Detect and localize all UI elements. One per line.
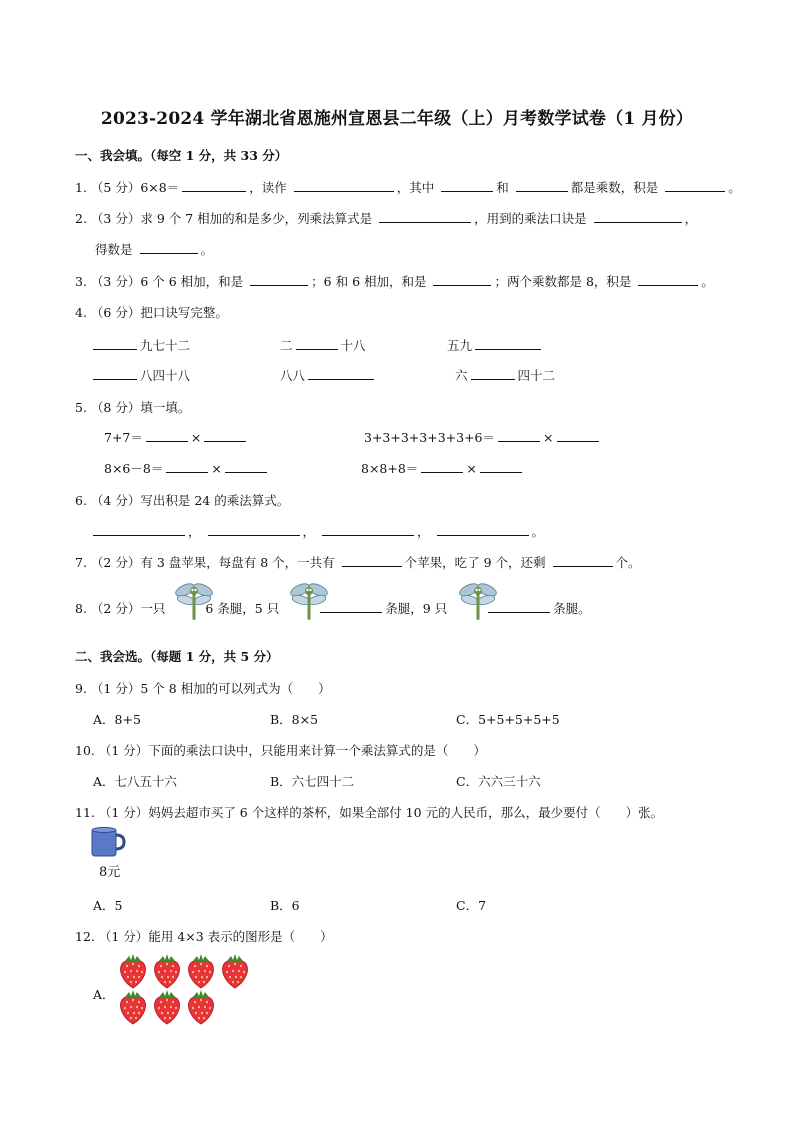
question-1 xyxy=(75,178,741,196)
q6-sep: ， xyxy=(188,524,201,539)
q-text: 有 3 盘苹果，每盘有 8 个，一共有 xyxy=(140,555,335,570)
q4-item xyxy=(447,336,544,354)
answer-blank[interactable] xyxy=(516,178,568,192)
q-text: ，其中 xyxy=(396,180,435,195)
q4-item xyxy=(280,366,377,384)
q4-text: 八四十八 xyxy=(140,368,191,383)
section-heading-fill: 一、我会填。（每空 1 分，共 33 分） xyxy=(75,148,288,163)
question-3 xyxy=(75,272,714,290)
q-number: 10. xyxy=(75,743,95,758)
q-text: 能用 4×3 表示的图形是（ ） xyxy=(148,929,333,944)
q4-text: 六 xyxy=(455,368,468,383)
dragonfly-icon xyxy=(459,580,499,624)
question-2-cont xyxy=(95,240,213,258)
q5-item xyxy=(104,428,249,446)
q-text: 写出积是 24 的乘法算式。 xyxy=(140,493,290,508)
q-points: （5 分） xyxy=(90,180,141,195)
answer-blank[interactable] xyxy=(93,336,137,350)
q5-text: × xyxy=(211,461,222,476)
q-number: 12. xyxy=(75,929,95,944)
cup-icon xyxy=(90,826,126,858)
question-12 xyxy=(75,927,333,945)
question-6 xyxy=(75,491,289,509)
option-b[interactable]: B．8×5 xyxy=(270,712,319,727)
q-text: 都是乘数，积是 xyxy=(570,180,659,195)
q5-text: 7+7＝ xyxy=(104,430,143,445)
q5-text: 8×8+8＝ xyxy=(361,461,419,476)
question-10 xyxy=(75,741,486,759)
q-text: 条腿。 xyxy=(553,601,591,616)
q4-text: 四十二 xyxy=(517,368,556,383)
answer-blank[interactable] xyxy=(294,178,394,192)
question-11 xyxy=(75,803,663,821)
q-text: ， xyxy=(684,211,698,226)
q-points: （4 分） xyxy=(90,493,141,508)
q-text: 。 xyxy=(701,274,714,289)
answer-blank[interactable] xyxy=(437,522,529,536)
answer-blank[interactable] xyxy=(208,522,300,536)
answer-blank[interactable] xyxy=(433,272,491,286)
dragonfly-icon xyxy=(175,580,215,624)
q-text: 。 xyxy=(728,180,741,195)
dragonfly-icon xyxy=(290,580,330,624)
q5-item xyxy=(364,428,602,446)
strawberry-icon xyxy=(185,988,217,1026)
question-8 xyxy=(75,599,591,617)
q-points: （2 分） xyxy=(90,555,141,570)
q-number: 11. xyxy=(75,805,95,820)
answer-blank[interactable] xyxy=(594,209,682,223)
q-text: ，用到的乘法口诀是 xyxy=(474,211,587,226)
q5-text: 3+3+3+3+3+3+6＝ xyxy=(364,430,496,445)
q-text: 下面的乘法口诀中，只能用来计算一个乘法算式的是（ ） xyxy=(148,743,486,758)
q4-text: 二 xyxy=(280,338,293,353)
q-number: 4. xyxy=(75,305,87,320)
option-b[interactable]: B．6 xyxy=(270,898,300,913)
answer-blank[interactable] xyxy=(498,428,540,442)
q-text: 6 个 6 相加，和是 xyxy=(140,274,244,289)
strawberry-icon xyxy=(117,952,149,990)
strawberry-icon xyxy=(151,952,183,990)
q6-end: 。 xyxy=(531,524,545,539)
q-text: ；两个乘数都是 8，积是 xyxy=(494,274,632,289)
q5-item xyxy=(361,459,525,477)
option-a[interactable]: A．8+5 xyxy=(93,712,141,727)
q-points: （6 分） xyxy=(90,305,141,320)
q-number: 2. xyxy=(75,211,87,226)
answer-blank[interactable] xyxy=(322,522,414,536)
option-c[interactable]: C．7 xyxy=(456,898,487,913)
q-text: 一只 xyxy=(140,601,166,616)
question-9 xyxy=(75,679,331,697)
q-text: ；6 和 6 相加，和是 xyxy=(311,274,427,289)
q4-text: 九七十二 xyxy=(140,338,191,353)
answer-blank[interactable] xyxy=(140,240,198,254)
question-7 xyxy=(75,553,641,571)
answer-blank[interactable] xyxy=(342,553,402,567)
answer-blank[interactable] xyxy=(166,459,208,473)
q5-text: × xyxy=(543,430,554,445)
answer-blank[interactable] xyxy=(665,178,725,192)
answer-blank[interactable] xyxy=(250,272,308,286)
answer-blank[interactable] xyxy=(182,178,246,192)
strawberry-icon xyxy=(117,988,149,1026)
answer-blank[interactable] xyxy=(93,522,185,536)
option-b[interactable]: B．六七四十二 xyxy=(270,774,355,789)
answer-blank[interactable] xyxy=(204,428,246,442)
question-5 xyxy=(75,398,190,416)
price-label: 8元 xyxy=(99,865,121,880)
answer-blank[interactable] xyxy=(296,336,338,350)
q-text: 填一填。 xyxy=(140,400,191,415)
q6-sep: ， xyxy=(417,524,430,539)
option-a[interactable]: A．5 xyxy=(93,898,123,913)
q-points: （8 分） xyxy=(90,400,141,415)
answer-blank[interactable] xyxy=(553,553,613,567)
q-number: 3. xyxy=(75,274,87,289)
answer-blank[interactable] xyxy=(471,366,515,380)
q-text: 6×8＝ xyxy=(140,180,180,195)
page-title: 2023-2024 学年湖北省恩施州宣恩县二年级（上）月考数学试卷（1 月份） xyxy=(100,109,694,129)
q6-sep: ， xyxy=(302,524,316,539)
q-number: 6. xyxy=(75,493,87,508)
q4-item xyxy=(90,366,190,384)
q-text: 条腿，9 只 xyxy=(385,601,448,616)
strawberry-icon xyxy=(219,952,251,990)
option-c[interactable]: C．六六三十六 xyxy=(456,774,541,789)
section-heading-choose: 二、我会选。（每题 1 分，共 5 分） xyxy=(75,649,279,664)
answer-blank[interactable] xyxy=(225,459,267,473)
q4-text: 八八 xyxy=(280,368,306,383)
answer-blank[interactable] xyxy=(93,366,137,380)
question-4 xyxy=(75,303,228,321)
q-number: 1. xyxy=(75,180,87,195)
q4-text: 十八 xyxy=(340,338,366,353)
q-text: 。 xyxy=(200,242,214,257)
q4-item xyxy=(455,366,555,384)
option-c[interactable]: C．5+5+5+5+5 xyxy=(456,712,560,727)
q-text: 求 9 个 7 相加的和是多少，列乘法算式是 xyxy=(140,211,373,226)
answer-blank[interactable] xyxy=(308,366,374,380)
q5-text: × xyxy=(466,461,477,476)
strawberry-icon xyxy=(151,988,183,1026)
q4-item xyxy=(280,336,366,354)
answer-blank[interactable] xyxy=(421,459,463,473)
q-points: （1 分） xyxy=(98,929,149,944)
option-a-label[interactable]: A． xyxy=(93,987,115,1002)
answer-blank[interactable] xyxy=(557,428,599,442)
q4-text: 五九 xyxy=(447,338,473,353)
option-a[interactable]: A．七八五十六 xyxy=(93,774,178,789)
q-number: 8. xyxy=(75,601,87,616)
q-text: 6 条腿，5 只 xyxy=(205,601,280,616)
answer-blank[interactable] xyxy=(475,336,541,350)
q-text: ，读作 xyxy=(249,180,287,195)
answer-blank[interactable] xyxy=(441,178,493,192)
q-number: 7. xyxy=(75,555,87,570)
q5-text: × xyxy=(190,430,202,445)
q6-blanks xyxy=(90,522,544,540)
q5-item xyxy=(104,459,270,477)
q-text: 把口诀写完整。 xyxy=(140,305,228,320)
q5-text: 8×6－8＝ xyxy=(104,461,164,476)
q-text: 得数是 xyxy=(95,242,133,257)
strawberry-icon xyxy=(185,952,217,990)
q-points: （3 分） xyxy=(90,211,141,226)
q-points: （1 分） xyxy=(98,743,149,758)
q4-item xyxy=(90,336,190,354)
answer-blank[interactable] xyxy=(146,428,188,442)
q-points: （3 分） xyxy=(90,274,141,289)
answer-blank[interactable] xyxy=(638,272,698,286)
q-text: 个。 xyxy=(615,555,641,570)
q-text: 5 个 8 相加的可以列式为（ ） xyxy=(140,681,331,696)
q-points: （1 分） xyxy=(98,805,149,820)
q-number: 5. xyxy=(75,400,87,415)
q-text: 个苹果，吃了 9 个，还剩 xyxy=(404,555,546,570)
answer-blank[interactable] xyxy=(480,459,522,473)
q-text: 妈妈去超市买了 6 个这样的茶杯，如果全部付 10 元的人民币，那么，最少要付（ ）张。 xyxy=(148,805,664,820)
q-points: （2 分） xyxy=(90,601,141,616)
q-points: （1 分） xyxy=(90,681,141,696)
question-2 xyxy=(75,209,697,227)
q-number: 9. xyxy=(75,681,87,696)
answer-blank[interactable] xyxy=(379,209,471,223)
q-text: 和 xyxy=(496,180,509,195)
